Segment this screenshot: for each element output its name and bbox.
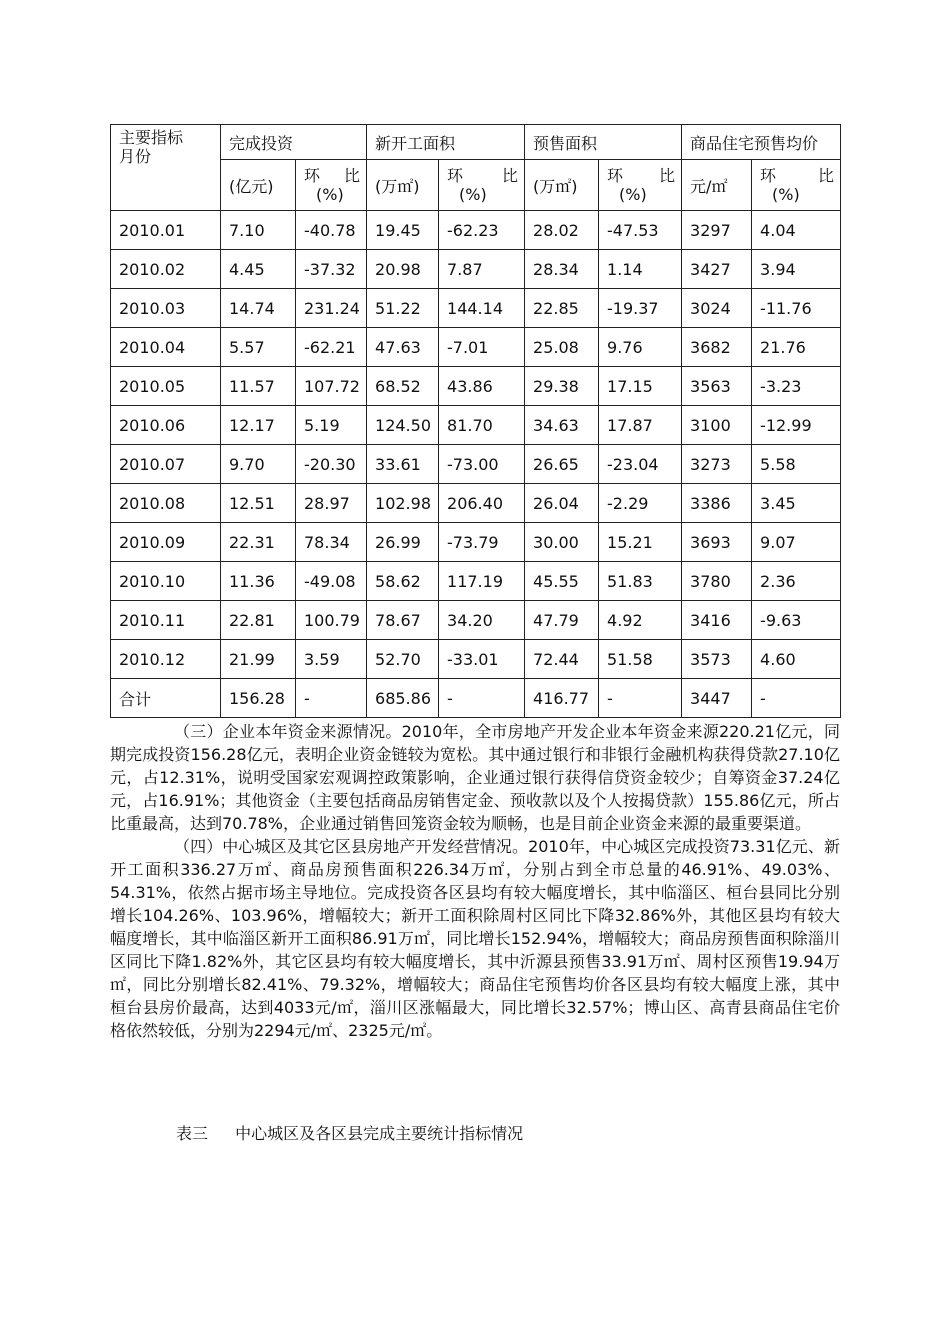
table-cell: -3.23 [752, 367, 841, 406]
table-cell: -73.79 [439, 523, 525, 562]
paragraph-district-operations: （四）中心城区及其它区县房地产开发经营情况。2010年，中心城区完成投资73.31亿元、新开工面积336.27万㎡、商品房预售面积226.34万㎡，分别占到全市总量的46.91%、49.03%、54.31%，依然占据市场主导地位。完成投资各区县均有较大幅度增长，其中临淄区、桓台县同比分别增长104.26%、103.96%，增幅较大；新开工面积除周村区同比下降32.86%外，其他区县均有较大幅度增长，其中临淄区新开工面积86.91万㎡，同比增长152.94%，增幅较大；商品房预售面积除淄川区同比下降1.82%外，其它区县均有较大幅度增长，其中沂源县预售33.91万㎡、周村区预售19.94万㎡，同比分别增长82.41%、79.32%，增幅较大；商品住宅预售均价各区县均有较大幅度上涨，其中桓台县房价最高，达到4033元/㎡，淄川区涨幅最大，同比增长32.57%；博山区、高青县商品住宅价格依然较低，分别为2294元/㎡、2325元/㎡。 [110, 837, 840, 1040]
table-row [111, 367, 841, 406]
table-cell: 1.14 [599, 250, 682, 289]
table-cell: 3563 [682, 367, 752, 406]
table-row [111, 679, 841, 718]
corner-line-month: 月份 [119, 147, 152, 166]
ratio-char-left: 环 [447, 166, 464, 185]
table-cell: -23.04 [599, 445, 682, 484]
table-cell: 4.45 [221, 250, 296, 289]
caption-label: 表三 [176, 1124, 209, 1143]
table-cell-month: 2010.04 [111, 328, 221, 367]
table-row [111, 484, 841, 523]
table-cell-month: 2010.06 [111, 406, 221, 445]
ratio-header [439, 160, 525, 211]
table-cell: 3.94 [752, 250, 841, 289]
table-cell-month: 2010.09 [111, 523, 221, 562]
table-cell: 45.55 [525, 562, 599, 601]
table-cell: -11.76 [752, 289, 841, 328]
ratio-char-right: 比 [502, 166, 519, 185]
table-cell: 21.76 [752, 328, 841, 367]
table-cell: 12.17 [221, 406, 296, 445]
table-cell: 3416 [682, 601, 752, 640]
table-cell-month: 2010.11 [111, 601, 221, 640]
table-cell: 21.99 [221, 640, 296, 679]
table-corner-cell [111, 125, 221, 211]
table-cell: -37.32 [296, 250, 367, 289]
table-cell: 9.70 [221, 445, 296, 484]
table-cell: -62.21 [296, 328, 367, 367]
table-cell: 117.19 [439, 562, 525, 601]
table-cell: 17.15 [599, 367, 682, 406]
table-cell: 14.74 [221, 289, 296, 328]
table-cell: 107.72 [296, 367, 367, 406]
table-cell: 28.02 [525, 211, 599, 250]
table-cell: 3.59 [296, 640, 367, 679]
table-cell: 156.28 [221, 679, 296, 718]
table-cell: 5.58 [752, 445, 841, 484]
table-cell: 15.21 [599, 523, 682, 562]
table-cell: 34.63 [525, 406, 599, 445]
caption-text: 中心城区及各区县完成主要统计指标情况 [235, 1124, 524, 1143]
ratio-char-right: 比 [818, 166, 835, 185]
ratio-unit: (%) [316, 185, 344, 204]
ratio-header [752, 160, 841, 211]
table-cell: -73.00 [439, 445, 525, 484]
table-subheader-row [111, 160, 841, 211]
table-row [111, 328, 841, 367]
table-cell: - [296, 679, 367, 718]
table-cell: -47.53 [599, 211, 682, 250]
ratio-header [296, 160, 367, 211]
table-cell: 3.45 [752, 484, 841, 523]
table-cell: 3693 [682, 523, 752, 562]
ratio-char-right: 比 [659, 166, 676, 185]
table-cell: -33.01 [439, 640, 525, 679]
table-cell: 47.63 [367, 328, 439, 367]
table-cell: 19.45 [367, 211, 439, 250]
table-cell: 34.20 [439, 601, 525, 640]
body-text [110, 720, 840, 1042]
table-cell: -49.08 [296, 562, 367, 601]
header-avg-presale-price: 商品住宅预售均价 [682, 125, 841, 160]
table-cell: 26.65 [525, 445, 599, 484]
table-cell-month: 2010.05 [111, 367, 221, 406]
table-cell: 144.14 [439, 289, 525, 328]
table-cell: 4.60 [752, 640, 841, 679]
table-header-row [111, 125, 841, 160]
table-cell: 3297 [682, 211, 752, 250]
table-cell: - [439, 679, 525, 718]
table-cell: 3682 [682, 328, 752, 367]
header-presale-area: 预售面积 [525, 125, 682, 160]
ratio-header [599, 160, 682, 211]
table-cell: 20.98 [367, 250, 439, 289]
table-cell: 102.98 [367, 484, 439, 523]
table-cell: 416.77 [525, 679, 599, 718]
table-cell: 68.52 [367, 367, 439, 406]
table-cell: - [752, 679, 841, 718]
table-cell: -20.30 [296, 445, 367, 484]
table-cell: 43.86 [439, 367, 525, 406]
ratio-char-left: 环 [304, 166, 321, 185]
table-row [111, 406, 841, 445]
table-cell-month: 2010.10 [111, 562, 221, 601]
ratio-char-left: 环 [760, 166, 777, 185]
table-cell: 9.76 [599, 328, 682, 367]
table-cell: 51.83 [599, 562, 682, 601]
table-cell: 11.36 [221, 562, 296, 601]
table-cell: 78.67 [367, 601, 439, 640]
table-caption [176, 1122, 523, 1145]
table-cell: 58.62 [367, 562, 439, 601]
table-cell: 7.10 [221, 211, 296, 250]
statistics-table [110, 124, 841, 718]
table-cell: 22.31 [221, 523, 296, 562]
table-row [111, 640, 841, 679]
table-cell: 3780 [682, 562, 752, 601]
table-cell: 26.04 [525, 484, 599, 523]
table-row [111, 562, 841, 601]
ratio-unit: (%) [459, 185, 487, 204]
table-cell: 5.19 [296, 406, 367, 445]
table-cell: 5.57 [221, 328, 296, 367]
unit-avg-price: 元/㎡ [682, 160, 752, 211]
paragraph-funding-sources: （三）企业本年资金来源情况。2010年，全市房地产开发企业本年资金来源220.21亿元，同期完成投资156.28亿元，表明企业资金链较为宽松。其中通过银行和非银行金融机构获得贷款27.10亿元，占12.31%，说明受国家宏观调控政策影响，企业通过银行获得信贷资金较少；自筹资金37.24亿元，占16.91%；其他资金（主要包括商品房销售定金、预收款以及个人按揭贷款）155.86亿元，所占比重最高，达到70.78%，企业通过销售回笼资金较为顺畅，也是目前企业资金来源的最重要渠道。 [110, 722, 840, 833]
table-cell-month: 2010.01 [111, 211, 221, 250]
table-cell: 51.22 [367, 289, 439, 328]
unit-new-construction: (万㎡) [367, 160, 439, 211]
table-cell: 51.58 [599, 640, 682, 679]
table-cell: 33.61 [367, 445, 439, 484]
table-cell: 28.34 [525, 250, 599, 289]
table-row [111, 601, 841, 640]
header-investment: 完成投资 [221, 125, 367, 160]
table-cell: 26.99 [367, 523, 439, 562]
table-cell: 22.85 [525, 289, 599, 328]
table-cell: -2.29 [599, 484, 682, 523]
table-cell-month: 2010.08 [111, 484, 221, 523]
table-row [111, 250, 841, 289]
table-cell: - [599, 679, 682, 718]
table-cell: -40.78 [296, 211, 367, 250]
table-cell-month: 2010.07 [111, 445, 221, 484]
table-cell: 81.70 [439, 406, 525, 445]
table-cell: 25.08 [525, 328, 599, 367]
table-cell-month: 合计 [111, 679, 221, 718]
table-cell: 231.24 [296, 289, 367, 328]
table-cell: 3427 [682, 250, 752, 289]
table-cell: 3386 [682, 484, 752, 523]
table-cell: 3447 [682, 679, 752, 718]
table-cell-month: 2010.12 [111, 640, 221, 679]
table-cell-month: 2010.02 [111, 250, 221, 289]
unit-presale-area: (万㎡) [525, 160, 599, 211]
table-cell: 11.57 [221, 367, 296, 406]
table-cell: 3024 [682, 289, 752, 328]
table-cell: 100.79 [296, 601, 367, 640]
table-cell: 2.36 [752, 562, 841, 601]
table-cell: 4.92 [599, 601, 682, 640]
table-cell: 17.87 [599, 406, 682, 445]
table-cell: -19.37 [599, 289, 682, 328]
table-cell: 124.50 [367, 406, 439, 445]
unit-investment: (亿元) [221, 160, 296, 211]
table-cell: 3100 [682, 406, 752, 445]
table-cell: -9.63 [752, 601, 841, 640]
table-cell: 7.87 [439, 250, 525, 289]
ratio-unit: (%) [772, 185, 800, 204]
ratio-unit: (%) [619, 185, 647, 204]
table-cell: 9.07 [752, 523, 841, 562]
table-cell: 3573 [682, 640, 752, 679]
table-cell: 72.44 [525, 640, 599, 679]
table-cell: -62.23 [439, 211, 525, 250]
table-cell-month: 2010.03 [111, 289, 221, 328]
ratio-char-right: 比 [344, 166, 361, 185]
table-cell: 78.34 [296, 523, 367, 562]
table-cell: 22.81 [221, 601, 296, 640]
table-cell: 12.51 [221, 484, 296, 523]
table-cell: 52.70 [367, 640, 439, 679]
table-row [111, 445, 841, 484]
table-row [111, 211, 841, 250]
table-cell: -7.01 [439, 328, 525, 367]
table-cell: 685.86 [367, 679, 439, 718]
ratio-char-left: 环 [607, 166, 624, 185]
table-cell: 29.38 [525, 367, 599, 406]
table-cell: 30.00 [525, 523, 599, 562]
table-cell: 28.97 [296, 484, 367, 523]
table-row [111, 289, 841, 328]
table-cell: 3273 [682, 445, 752, 484]
corner-line-indicator: 主要指标 [119, 128, 184, 147]
table-cell: 206.40 [439, 484, 525, 523]
table-cell: 47.79 [525, 601, 599, 640]
table-body [111, 211, 841, 718]
header-new-construction: 新开工面积 [367, 125, 525, 160]
table-cell: -12.99 [752, 406, 841, 445]
table-row [111, 523, 841, 562]
table-cell: 4.04 [752, 211, 841, 250]
